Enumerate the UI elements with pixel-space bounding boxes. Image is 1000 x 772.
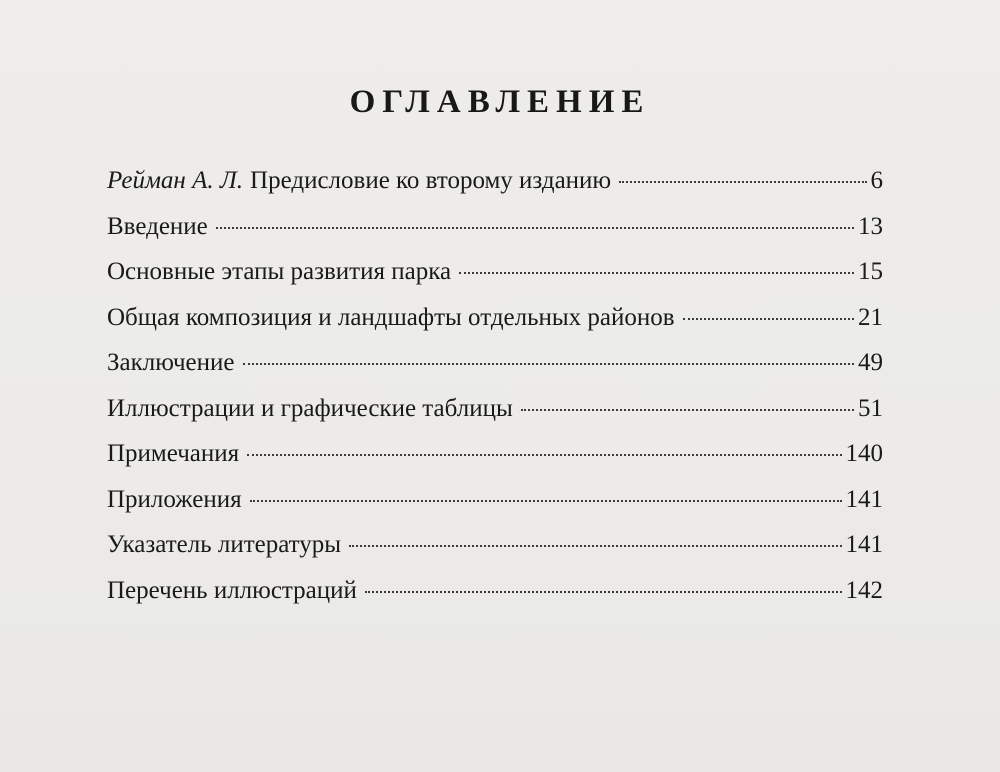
dot-leader [365, 591, 842, 593]
toc-entry-page: 49 [858, 349, 883, 376]
toc-entry-title: Предисловие ко второму изданию [250, 167, 612, 194]
toc-entry-author: Рейман А. Л. [107, 167, 244, 194]
toc-entry-title: Введение [107, 212, 208, 240]
dot-leader [349, 545, 841, 547]
toc-entry-title: Примечания [107, 440, 240, 467]
toc-entry-park-development [107, 258, 883, 304]
dot-leader [250, 500, 842, 502]
toc-entry-page: 142 [845, 576, 883, 604]
toc-entry-title: Приложения [107, 485, 242, 513]
dot-leader [459, 272, 854, 274]
dot-leader [619, 181, 866, 183]
toc-entry-appendices [107, 486, 883, 532]
dot-leader [521, 409, 854, 411]
toc-entry-title: Иллюстрации и графические таблицы [107, 394, 513, 422]
toc-list [107, 167, 883, 622]
toc-entry-page: 21 [858, 303, 883, 331]
toc-entry-page: 6 [870, 167, 883, 194]
dot-leader [243, 363, 855, 365]
dot-leader [216, 227, 854, 229]
toc-entry-title: Общая композиция и ландшафты отдельных районов [107, 303, 675, 331]
toc-entry-page: 51 [858, 394, 883, 422]
toc-entry-title: Перечень иллюстраций [107, 576, 357, 604]
toc-entry-illustrations-tables [107, 395, 883, 441]
toc-entry-composition [107, 304, 883, 350]
toc-entry-list-of-illustrations [107, 577, 883, 623]
toc-entry-page: 141 [845, 485, 883, 513]
toc-entry-preface [107, 167, 883, 213]
toc-entry-page: 13 [858, 212, 883, 240]
toc-entry-page: 141 [845, 531, 883, 558]
dot-leader [247, 454, 841, 456]
toc-entry-notes [107, 440, 883, 486]
toc-entry-page: 140 [845, 440, 883, 467]
toc-entry-title: Заключение [107, 349, 235, 376]
dot-leader [683, 318, 854, 320]
toc-entry-title: Указатель литературы [107, 531, 342, 558]
toc-heading: ОГЛАВЛЕНИЕ [349, 84, 651, 120]
toc-entry-page: 15 [858, 258, 883, 285]
toc-entry-bibliography [107, 531, 883, 577]
toc-entry-title: Основные этапы развития парка [107, 258, 452, 285]
toc-entry-introduction [107, 213, 883, 259]
toc-entry-conclusion [107, 349, 883, 395]
